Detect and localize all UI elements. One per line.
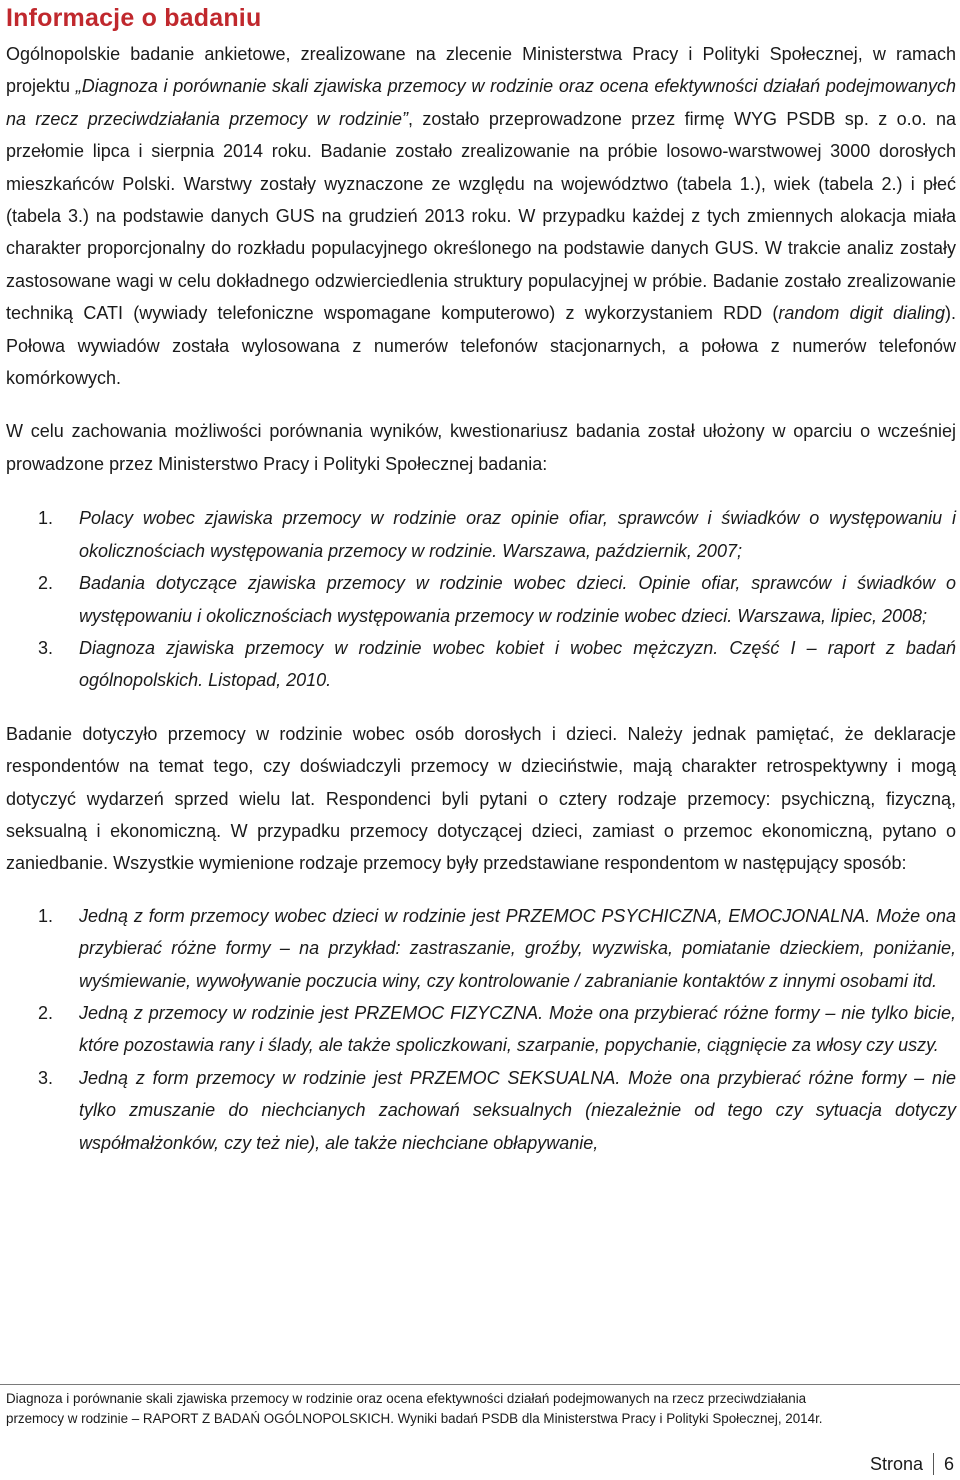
footer-line-1: Diagnoza i porównanie skali zjawiska przemocy w rodzinie oraz ocena efektywności działań podejmowanych na rzecz przeciwdziałania bbox=[6, 1391, 807, 1406]
page-number-separator bbox=[933, 1453, 934, 1475]
list-text: Jedną z form przemocy wobec dzieci w rodzinie jest PRZEMOC PSYCHICZNA, EMOCJONALNA. Może ona przybierać różne formy – na przykład: zastraszanie, groźby, wyzwiska, pomiatanie dzieckiem, poniżanie, wyśmiewanie, wywoływanie poczucia winy, czy kontrolowanie / zabranianie kontaktów z innymi osobami itd. bbox=[79, 905, 956, 991]
list-number: 1. bbox=[38, 508, 54, 529]
violence-forms-list bbox=[6, 900, 956, 1159]
list-number: 3. bbox=[38, 1067, 54, 1088]
comparison-paragraph: W celu zachowania możliwości porównania wyników, kwestionariusz badania został ułożony w oparciu o wcześniej prowadzone przez Ministerstwo Pracy i Polityki Społecznej badania: bbox=[6, 421, 956, 474]
list-text: Jedną z przemocy w rodzinie jest PRZEMOC FIZYCZNA. Może ona przybierać różne formy – nie tylko bicie, które pozostawia rany i ślady, ale także spoliczkowani, szarpanie, popychanie, ciągnięcie za włosy czy uszy. bbox=[79, 1002, 956, 1056]
list-item bbox=[6, 567, 956, 632]
page-number bbox=[870, 1452, 954, 1476]
intro-text-c: , zostało przeprowadzone przez firmę WYG PSDB sp. z o.o. na przełomie lipca i sierpnia 2014 roku. Badanie zostało zrealizowanie na próbie losowo-warstwowej 3000 dorosłych mieszkańców Polski. Warstwy zostały wyznaczone ze względu na województwo (tabela 1.), wiek (tabela 2.) i płeć (tabela 3.) na podstawie danych GUS na grudzień 2013 roku. W przypadku każdej z tych zmiennych alokacja miała charakter proporcjonalny do rozkładu populacyjnego określonego na podstawie danych GUS. W trakcie analiz zostały zastosowane wagi w celu dokładnego odzwierciedlenia struktury populacyjnej w próbie. Badanie zostało zrealizowanie techniką CATI (wywiady telefoniczne wspomagane komputerowo) z wykorzystaniem RDD ( bbox=[6, 108, 956, 324]
list-number: 1. bbox=[38, 905, 54, 926]
page-label: Strona bbox=[869, 1454, 923, 1474]
list-number: 2. bbox=[38, 573, 54, 594]
list-item bbox=[6, 632, 956, 697]
page-number-value: 6 bbox=[943, 1454, 954, 1474]
page-title: Informacje o badaniu bbox=[6, 4, 262, 32]
list-text: Polacy wobec zjawiska przemocy w rodzinie oraz opinie ofiar, sprawców i świadków o występowaniu i okolicznościach występowania przemocy w rodzinie. Warszawa, październik, 2007; bbox=[79, 508, 956, 561]
list-item bbox=[6, 900, 956, 997]
rdd-term: random digit dialing bbox=[778, 303, 946, 324]
list-item bbox=[6, 1062, 956, 1159]
list-text: Badania dotyczące zjawiska przemocy w rodzinie wobec dzieci. Opinie ofiar, sprawców i świadków o występowaniu i okolicznościach występowania przemocy w rodzinie wobec dzieci. Warszawa, lipiec, 2008; bbox=[79, 573, 956, 626]
list-text: Diagnoza zjawiska przemocy w rodzinie wobec kobiet i wobec mężczyzn. Część I – raport z badań ogólnopolskich. Listopad, 2010. bbox=[79, 637, 956, 691]
scope-paragraph: Badanie dotyczyło przemocy w rodzinie wobec osób dorosłych i dzieci. Należy jednak pamiętać, że deklaracje respondentów na temat tego, czy doświadczyli przemocy w dzieciństwie, mają charakter retrospektywny i mogą dotyczyć wydarzeń sprzed wielu lat. Respondenci byli pytani o cztery rodzaje przemocy: psychiczną, fizyczną, seksualną i ekonomiczną. W przypadku przemocy dotyczącej dzieci, zamiast o przemoc ekonomiczną, pytano o zaniedbanie. Wszystkie wymienione rodzaje przemocy były przedstawiane respondentom w następujący sposób: bbox=[6, 723, 956, 874]
intro-text-e: ). Połowa wywiadów została wylosowana z numerów telefonów stacjonarnych, a połowa z numerów telefonów komórkowych. bbox=[6, 303, 957, 389]
intro-paragraph bbox=[6, 38, 956, 394]
list-text: Jedną z form przemocy w rodzinie jest PRZEMOC SEKSUALNA. Może ona przybierać różne formy – nie tylko zmuszanie do niechcianych zachowań seksualnych (niezależnie od tego czy sytuacja dotyczy współmałżonków, czy też nie), ale także niechciane obłapywanie, bbox=[79, 1067, 956, 1153]
list-number: 2. bbox=[38, 1002, 54, 1023]
reference-list bbox=[6, 502, 956, 696]
page-footer bbox=[6, 1389, 956, 1429]
footer-divider bbox=[0, 1384, 960, 1385]
project-name: „Diagnoza i porównanie skali zjawiska przemocy w rodzinie oraz ocena efektywności działań podejmowanych na rzecz przeciwdziałania przemocy w rodzinie” bbox=[6, 76, 956, 129]
footer-line-2: przemocy w rodzinie – RAPORT Z BADAŃ OGÓLNOPOLSKICH. Wyniki badań PSDB dla Ministerstwa Pracy i Polityki Społecznej, 2014r. bbox=[6, 1411, 823, 1426]
list-number: 3. bbox=[38, 637, 54, 658]
document-page bbox=[6, 0, 956, 1159]
intro-text-a: Ogólnopolskie badanie ankietowe, zrealizowane na zlecenie Ministerstwa Pracy i Polityki Społecznej, w ramach projektu bbox=[6, 44, 956, 97]
list-item bbox=[6, 997, 956, 1062]
list-item bbox=[6, 502, 956, 567]
